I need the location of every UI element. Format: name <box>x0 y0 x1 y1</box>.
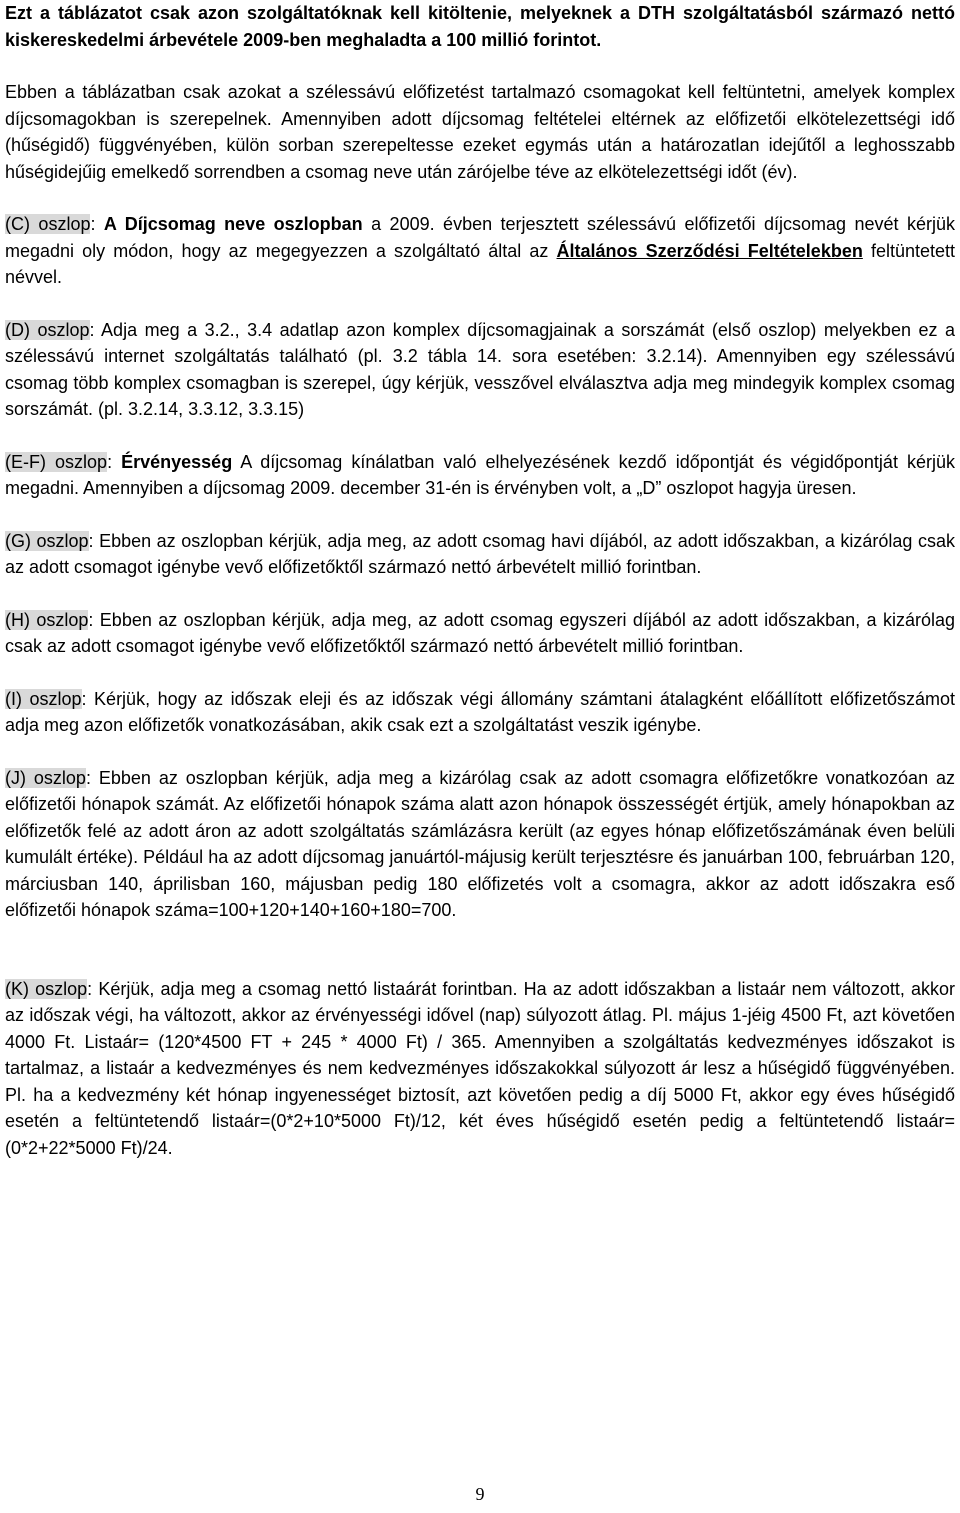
column-g-paragraph <box>5 528 955 581</box>
column-d-text: Adja meg a 3.2., 3.4 adatlap azon komplex díjcsomagjainak a sorszámát (első oszlop) melyekben ez a szélessávú internet szolgáltatás található (pl. 3.2 tábla 14. sora esetében: 3.2.14). Amennyiben egy szélessávú csomag több komplex csomagban is szerepel, úgy kérjük, vesszővel elválasztva adja meg mindegyik komplex csomag sorszámát. (pl. 3.2.14, 3.3.12, 3.3.15) <box>5 319 955 419</box>
column-g-colon: : <box>88 530 100 551</box>
column-d-paragraph <box>5 317 955 423</box>
column-j-text: Ebben az oszlopban kérjük, adja meg a kizárólag csak az adott csomagra előfizetőkre vonatkozóan az előfizetői hónapok számát. Az előfizetői hónapok száma alatt azon hónapok összességét értjük, amely hónapokban az előfizetők felé az adott áron az adott szolgáltatás számlázásra került (az egyes hónap előfizetőszámának éven belüli kumulált értéke). Például ha az adott díjcsomag januártól-májusig került terjesztésre és januárban 100, februárban 120, márciusban 140, áprilisban 160, májusban pedig 180 előfizetés volt a csomagra, akkor az adott időszakra eső előfizetői hónapok száma=100+120+140+160+180=700. <box>5 767 955 920</box>
table-scope-paragraph <box>5 79 955 185</box>
column-h-paragraph <box>5 607 955 660</box>
column-i-label: (I) oszlop <box>5 688 82 709</box>
document-page <box>5 0 955 1161</box>
column-g-text: Ebben az oszlopban kérjük, adja meg, az adott csomag havi díjából, az adott időszakban, a kizárólag csak az adott csomagot igénybe vevő előfizetőktől származó nettó árbevételt millió forintban. <box>5 530 955 577</box>
column-j-colon: : <box>85 767 99 788</box>
column-c-text2: feltüntetett névvel. <box>5 240 956 287</box>
column-j-label: (J) oszlop <box>5 767 86 788</box>
column-i-colon: : <box>81 688 95 709</box>
column-ef-colon: : <box>107 451 122 472</box>
column-k-text: Kérjük, adja meg a csomag nettó listaárát forintban. Ha az adott időszakban a listaár nem változott, akkor az időszak végi, ha változott, akkor az érvényességi idővel (nap) súlyozott átlag. Pl. május 1-jéig 4500 Ft, azt követően 4000 Ft. Listaár= (120*4500 FT + 245 * 4000 Ft) / 365. Amennyiben a szolgáltatás kedvezményes időszakot is tartalmaz, a listaár a kedvezményes és nem kedvezményes időszakokkal súlyozott ár lesz a hűségidő függvényében. Pl. ha a kedvezmény két hónap ingyenességet biztosít, azt követően pedig a díj 5000 Ft, akkor egy éves hűségidő esetén a feltüntetendő listaár=(0*2+10*5000 Ft)/12, két éves hűségidő esetén pedig a feltüntetendő listaár=(0*2+22*5000 Ft)/24. <box>5 978 955 1158</box>
column-k-paragraph <box>5 976 955 1162</box>
column-c-paragraph <box>5 211 955 291</box>
column-k-colon: : <box>87 978 99 999</box>
column-k-label: (K) oszlop <box>5 978 88 999</box>
column-c-asz-reference: Általános Szerződési Feltételekben <box>556 240 863 261</box>
page-number: 9 <box>475 1484 485 1504</box>
intro-bold-paragraph <box>5 0 955 53</box>
column-c-bold: A Díjcsomag neve oszlopban <box>103 214 363 234</box>
column-ef-text: A díjcsomag kínálatban való elhelyezésének kezdő időpontját és végidőpontját kérjük megadni. Amennyiben a díjcsomag 2009. december 31-én is érvényben volt, a „D” oszlopot hagyja üresen. <box>5 451 955 498</box>
column-j-paragraph <box>5 765 955 924</box>
column-i-paragraph <box>5 686 955 739</box>
column-c-label: (C) oszlop <box>5 214 91 234</box>
column-ef-bold: Érvényesség <box>121 451 233 472</box>
intro-bold-text: Ezt a táblázatot csak azon szolgáltatóknak kell kitöltenie, melyeknek a DTH szolgáltatásból származó nettó kiskereskedelmi árbevétele 2009-ben meghaladta a 100 millió forintot. <box>5 3 955 50</box>
column-h-colon: : <box>88 609 100 630</box>
column-i-text: Kérjük, hogy az időszak eleji és az időszak végi állomány számtani átalagként előállított előfizetőszámot adja meg azon előfizetők vonatkozásában, akik csak ezt a szolgáltatást veszik igénybe. <box>5 688 955 735</box>
column-ef-label: (E-F) oszlop <box>5 451 108 472</box>
column-d-label: (D) oszlop <box>5 319 90 340</box>
column-ef-paragraph <box>5 449 955 502</box>
column-h-label: (H) oszlop <box>5 609 89 630</box>
column-d-colon: : <box>89 319 102 340</box>
column-h-text: Ebben az oszlopban kérjük, adja meg, az adott csomag egyszeri díjából az adott időszakban, a kizárólag csak az adott csomagot igénybe vevő előfizetőktől származó nettó árbevételt millió forintban. <box>5 609 955 656</box>
table-scope-text: Ebben a táblázatban csak azokat a szélessávú előfizetést tartalmazó csomagokat kell feltüntetni, amelyek komplex díjcsomagokban is szerepelnek. Amennyiben adott díjcsomag feltételei eltérnek az előfizetői elkötelezettségi idő (hűségidő) függvényében, külön sorban szerepeltesse ezeket egymás után a határozatlan idejűtől a leghosszabb hűségidejűig emelkedő sorrendben a csomag neve után zárójelbe téve az elkötelezettségi időt (év). <box>5 82 955 182</box>
column-g-label: (G) oszlop <box>5 530 89 551</box>
column-c-text1: a 2009. évben terjesztett szélessávú előfizetői díjcsomag nevét kérjük megadni oly módon, hogy az megegyezzen a szolgáltató által az <box>5 214 955 261</box>
column-c-colon: : <box>90 214 104 234</box>
